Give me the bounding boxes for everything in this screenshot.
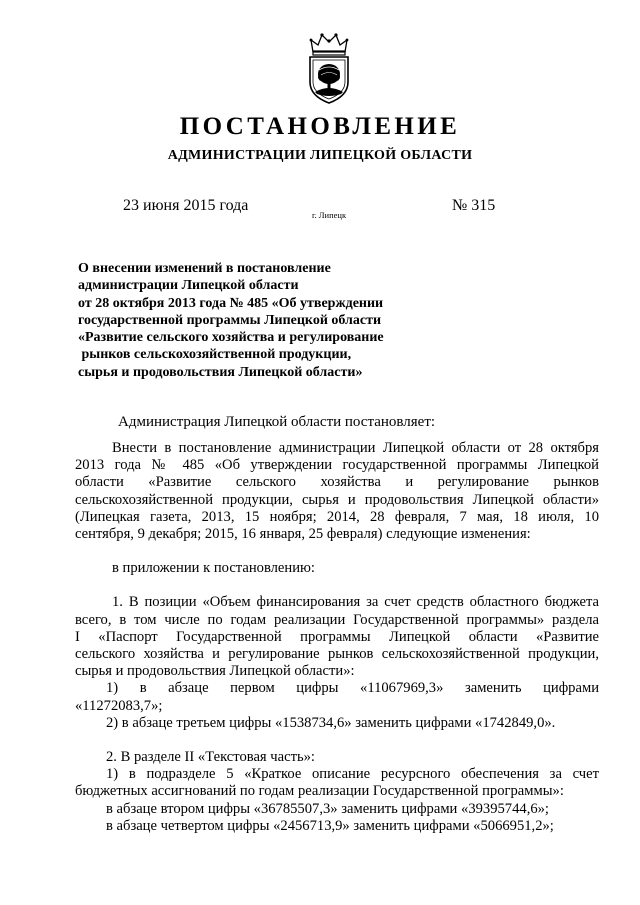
document-body: [75, 440, 599, 835]
document-number: № 315: [452, 197, 496, 214]
body-line: «11272083,7»;: [75, 697, 163, 714]
body-line: области «Развитие сельского хозяйства и регулирование рынков: [75, 474, 599, 491]
body-line: всего, в том числе по годам реализации Государственной программы» раздела: [75, 611, 599, 628]
body-line: в абзаце втором цифры «36785507,3» заменить цифрами «39395744,6»;: [106, 800, 549, 817]
heading-line: О внесении изменений в постановление: [78, 261, 331, 276]
document-date: 23 июня 2015 года: [123, 197, 249, 214]
resolution-heading: [78, 260, 508, 381]
coat-of-arms-emblem: [303, 30, 355, 106]
body-line: сентября, 9 декабря; 2015, 16 января, 25 февраля) следующие изменения:: [75, 526, 531, 543]
body-line: сельскохозяйственной продукции, сырья и продовольствия Липецкой области»: [75, 491, 599, 508]
body-line: I «Паспорт Государственной программы Липецкой области «Развитие: [75, 628, 599, 645]
decree-statement: Администрация Липецкой области постановляет:: [118, 414, 436, 430]
body-line: сырья и продовольствия Липецкой области»:: [75, 663, 355, 680]
body-line: (Липецкая газета, 2013, 15 ноября; 2014, 28 февраля, 7 мая, 18 июля, 10: [75, 508, 599, 525]
body-line: Внести в постановление администрации Липецкой области от 28 октября: [112, 440, 599, 456]
document-title: ПОСТАНОВЛЕНИЕ: [179, 113, 461, 140]
issuing-authority: АДМИНИСТРАЦИИ ЛИПЕЦКОЙ ОБЛАСТИ: [167, 148, 473, 163]
body-line: 1) в абзаце первом цифры «11067969,3» заменить цифрами: [106, 680, 599, 697]
document-city: г. Липецк: [312, 210, 347, 220]
body-line: в приложении к постановлению:: [112, 560, 315, 577]
body-line: сельского хозяйства и регулирование рынков сельскохозяйственной продукции,: [75, 646, 599, 663]
body-line: 2. В разделе II «Текстовая часть»:: [106, 749, 315, 766]
heading-line: администрации Липецкой области: [78, 278, 299, 294]
heading-line: рынков сельскохозяйственной продукции,: [78, 347, 352, 363]
heading-line: государственной программы Липецкой области: [78, 312, 382, 328]
body-line: 2) в абзаце третьем цифры «1538734,6» заменить цифрами «1742849,0».: [106, 714, 556, 731]
heading-line: сырья и продовольствия Липецкой области»: [78, 364, 363, 380]
heading-line: от 28 октября 2013 года № 485 «Об утверждении: [78, 295, 384, 311]
body-line: 1) в подразделе 5 «Краткое описание ресурсного обеспечения за счет: [106, 766, 599, 783]
body-line: в абзаце четвертом цифры «2456713,9» заменить цифрами «5066951,2»;: [106, 817, 554, 834]
heading-line: «Развитие сельского хозяйства и регулирование: [78, 330, 384, 346]
body-line: 2013 года № 485 «Об утверждении государственной программы Липецкой: [75, 457, 599, 474]
body-line: бюджетных ассигнований по годам реализации Государственной программы»:: [75, 783, 564, 800]
body-line: 1. В позиции «Объем финансирования за счет средств областного бюджета: [112, 594, 599, 611]
